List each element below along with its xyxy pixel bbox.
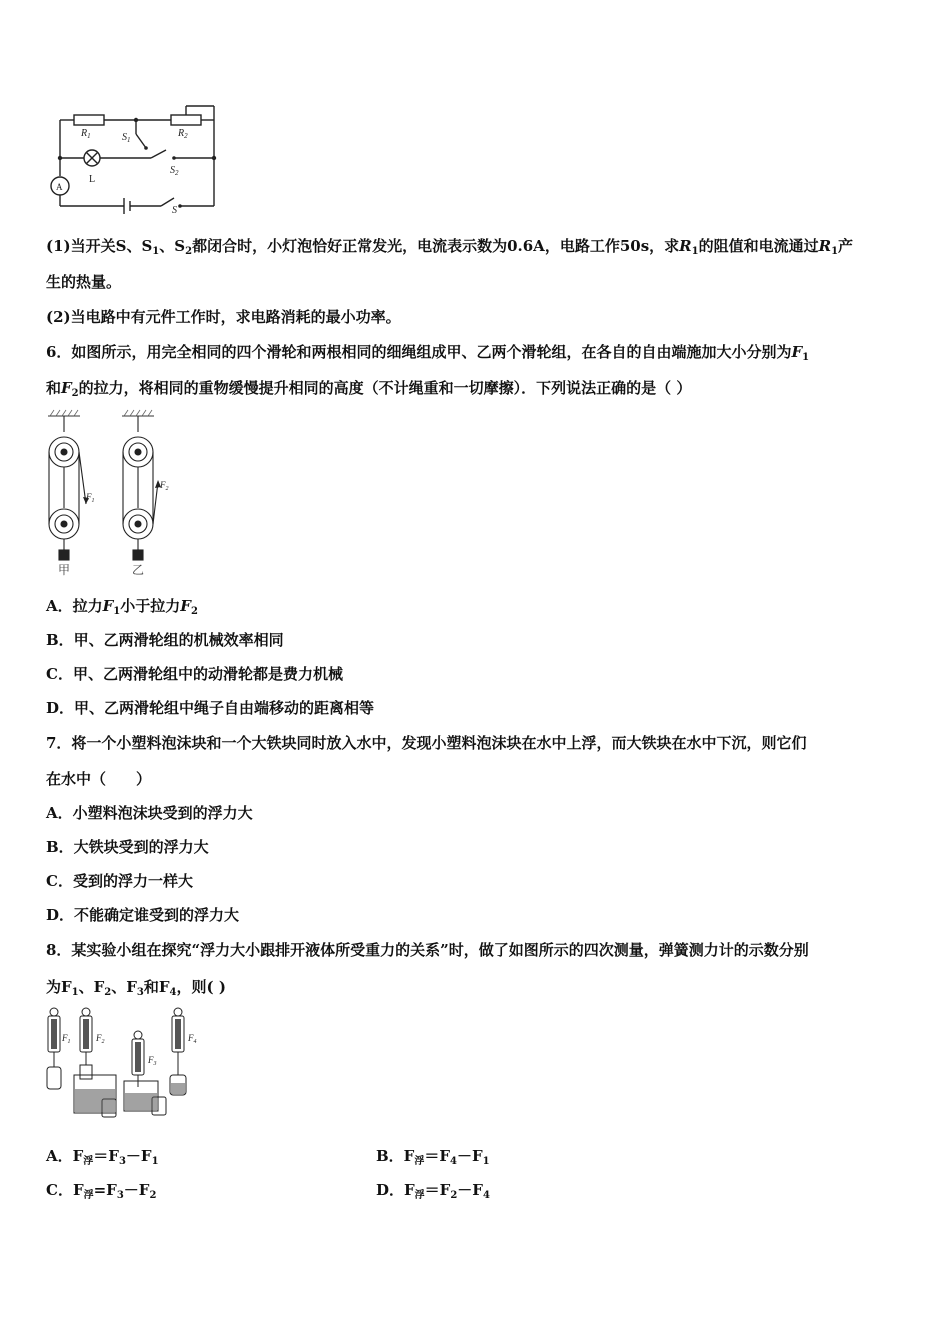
resistor-r2-symbol: [171, 115, 201, 125]
f2-scale-label: $F_2$: [96, 1033, 105, 1045]
q7-stem-line2: 在水中（ ）: [46, 770, 152, 788]
r2-label: $R_2$: [178, 128, 188, 140]
q7-stem-line1: 7．将一个小塑料泡沫块和一个大铁块同时放入水中，发现小塑料泡沫块在水中上浮，而大铁块在水中下沉，则它们: [46, 734, 807, 752]
q8-option-b[interactable]: B．$F_浮=F_4-F_1$: [376, 1147, 490, 1167]
circuit-diagram: [46, 100, 226, 215]
f1-label: $F_1$: [86, 492, 95, 504]
f4-scale-label: $F_4$: [188, 1033, 197, 1045]
q6-option-b[interactable]: B．甲、乙两滑轮组的机械效率相同: [46, 631, 284, 649]
q7-option-b[interactable]: B．大铁块受到的浮力大: [46, 838, 209, 856]
f1-scale-label: $F_1$: [62, 1033, 71, 1045]
q8-stem-line1: 8．某实验小组在探究“浮力大小跟排开液体所受重力的关系”时，做了如图所示的四次测量，弹簧测力计的示数分别: [46, 941, 809, 959]
q7-option-c[interactable]: C．受到的浮力一样大: [46, 872, 193, 890]
pulley-diagram: [40, 408, 190, 578]
q6-stem-line2: 和$F_2$的拉力，将相同的重物缓慢提升相同的高度（不计绳重和一切摩擦）．下列说法正确的是（ ）: [46, 379, 692, 399]
f2-label: $F_2$: [160, 480, 169, 492]
lamp-label: L: [89, 174, 96, 185]
f3-scale-label: $F_3$: [148, 1055, 157, 1067]
q6-stem-line1: 6．如图所示，用完全相同的四个滑轮和两根相同的细绳组成甲、乙两个滑轮组，在各自的自由端施加大小分别为$F_1$: [46, 343, 810, 363]
q8-option-c[interactable]: C．$F_浮=F_3-F_2$: [46, 1181, 157, 1201]
q5-part1-line2: 生的热量。: [46, 273, 122, 291]
q5-part2: (2)当电路中有元件工作时，求电路消耗的最小功率。: [46, 308, 401, 326]
s2-label: $S_2$: [170, 165, 179, 177]
q8-option-d[interactable]: D．$F_浮=F_2-F_4$: [376, 1181, 490, 1201]
s1-label: $S_1$: [122, 132, 131, 144]
r1-label: $R_1$: [81, 128, 91, 140]
label-yi: 乙: [132, 563, 145, 577]
resistor-r1-symbol: [74, 115, 104, 125]
q8-option-a[interactable]: A．$F_浮=F_3-F_1$: [46, 1147, 159, 1167]
q7-option-a[interactable]: A．小塑料泡沫块受到的浮力大: [46, 804, 253, 822]
label-jia: 甲: [58, 563, 71, 577]
q7-option-d[interactable]: D．不能确定谁受到的浮力大: [46, 906, 240, 924]
q6-option-a[interactable]: A．拉力$F_1$小于拉力$F_2$: [46, 597, 198, 617]
spring-scale-diagram: [40, 1005, 220, 1120]
q5-part1-line1: (1)当开关S、$S_1$、$S_2$都闭合时，小灯泡恰好正常发光，电流表示数为0.6A，电路工作50s，求$R_1$的阻值和电流通过$R_1$产: [46, 237, 854, 257]
q6-option-d[interactable]: D．甲、乙两滑轮组中绳子自由端移动的距离相等: [46, 699, 375, 717]
q6-option-c[interactable]: C．甲、乙两滑轮组中的动滑轮都是费力机械: [46, 665, 343, 683]
s-label: S: [172, 205, 177, 215]
q8-stem-line2: 为$F_1$、$F_2$、$F_3$和$F_4$，则( ): [46, 978, 226, 998]
ammeter-label: A: [56, 182, 63, 192]
